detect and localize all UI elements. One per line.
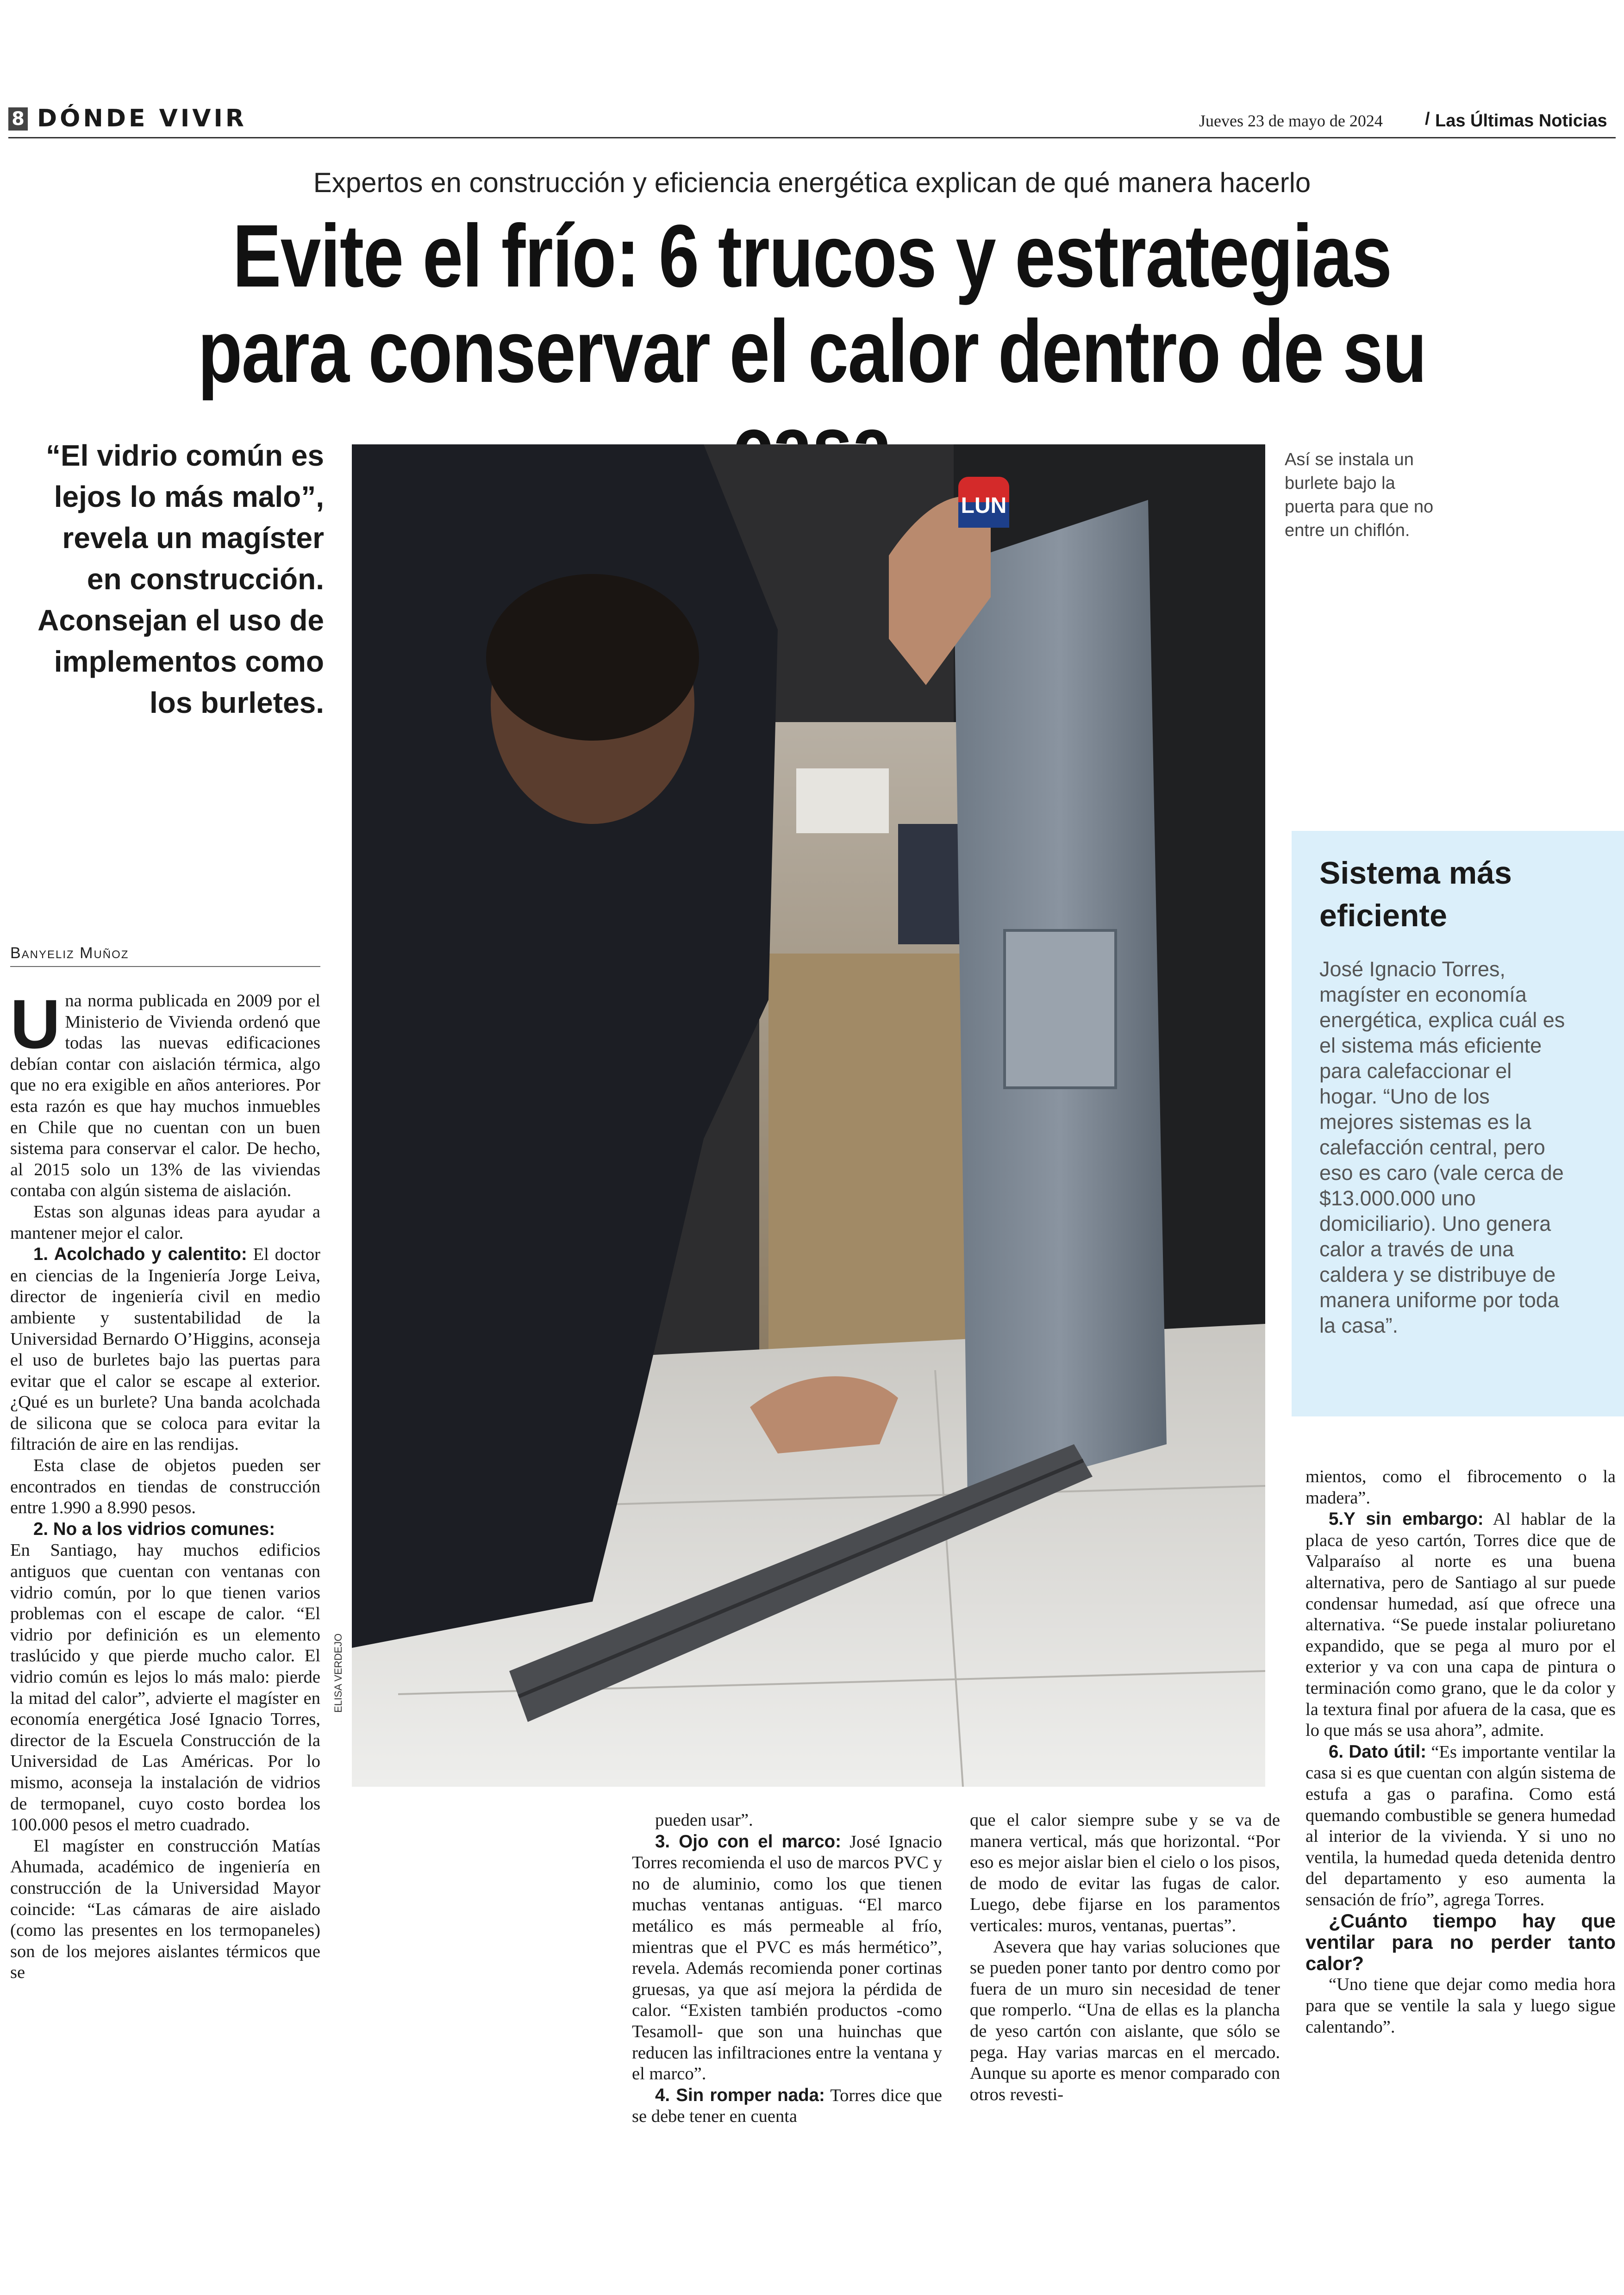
subhead-6: 6. Dato útil: xyxy=(1329,1741,1426,1762)
paragraph xyxy=(632,2085,942,2127)
subhead-4: 4. Sin romper nada: xyxy=(655,2085,825,2105)
paragraph: “Uno tiene que dejar como media hora para que se ventile la sala y luego sigue calentando”. xyxy=(1305,1975,1616,2037)
paragraph-text: “Es importante ventilar la casa si es que cuentan con algún sistema de estufa a gas o parafina. Como está quemando combustible se genera humedad al interior de la vivienda. Y si uno no ventila, la humedad queda detenida dentro del departamento y eso aumenta la sensación de frío”, agrega Torres. xyxy=(1305,1742,1616,1909)
paragraph: Asevera que hay varias soluciones que se pueden poner tanto por dentro como por fuera de un muro sin necesidad de tener que romperlo. “Una de ellas es la plancha de yeso cartón con aislante, que sólo se pega. Hay varias marcas en el mercado. Aunque su aporte es menor comparado con otros revesti- xyxy=(970,1937,1280,2104)
article-headline: Evite el frío: 6 trucos y estrategias para conservar el calor dentro de su xyxy=(198,206,1426,401)
body-column-3 xyxy=(970,1810,1280,2105)
lun-logo-text: LUN xyxy=(961,493,1007,518)
paragraph-text: Al hablar de la placa de yeso cartón, Torres dice que de Valparaíso al norte es una buena alternativa, pero de Santiago al sur puede condensar humedad, así que ofrece una alternativa. “Se puede instalar poliuretano expandido, que se pega al muro por el exterior y va con una capa de pintura o terminación como grano, que le da color y la textura final por afuera de la casa, que es lo que más se usa ahora”, admite. xyxy=(1305,1509,1616,1740)
body-column-1 xyxy=(10,985,320,1983)
photo-caption: Así se instala un burlete bajo la puerta para que no entre un chiflón. xyxy=(1285,450,1434,540)
paragraph xyxy=(632,1831,942,2085)
paragraph: mientos, como el fibrocemento o la madera”. xyxy=(1305,1467,1616,1508)
paragraph: pueden usar”. xyxy=(655,1810,753,1830)
photo-illustration xyxy=(352,444,1265,1787)
page-number: 8 xyxy=(8,107,28,131)
article-lead: “El vidrio común es lejos lo más malo”, revela un magíster en construcción. Aconsejan el uso de implementos como los burletes. xyxy=(37,439,324,719)
paragraph-text: Torres dice que se debe tener en cuenta xyxy=(632,2085,943,2127)
photo-credit: ELISA VERDEJO xyxy=(332,1633,344,1713)
paragraph xyxy=(1305,1741,1616,1911)
paragraph: El magíster en construcción Matías Ahumada, académico de ingeniería en construcción de la Universidad Mayor coincide: “Las cámaras de aire aislado (como las presentes en los termopaneles) son de los mejores aislantes térmicos que se xyxy=(10,1836,320,1983)
subhead-3: 3. Ojo con el marco: xyxy=(655,1831,841,1852)
sidebar-title: Sistema más eficiente xyxy=(1319,855,1512,933)
paragraph: En Santiago, hay muchos edificios antiguos que cuentan con ventanas con vidrio común, por lo que tienen varios problemas con el escape de calor. “El vidrio por definición es un elemento traslúcido y que pierde mucho calor. El vidrio común es lejos lo más malo: pierde la mitad del calor”, advierte el magíster en economía energética José Ignacio Torres, director de la Escuela Construcción de la Universidad de Las Américas. Por lo mismo, aconseja la instalación de vidrios de termopanel, cuyo costo bordea los 100.000 pesos el metro cuadrado. xyxy=(10,1540,320,1835)
paragraph: Estas son algunas ideas para ayudar a mantener mejor el calor. xyxy=(10,1202,320,1243)
byline: Banyeliz Muñoz xyxy=(10,944,320,967)
subhead-1: 1. Acolchado y calentito: xyxy=(33,1244,247,1265)
article-kicker: Expertos en construcción y eficiencia energética explican de qué manera hacerlo xyxy=(313,167,1311,198)
paragraph xyxy=(1305,1509,1616,1741)
paragraph: Esta clase de objetos pueden ser encontrados en tiendas de construcción entre 1.990 a 8.990 pesos. xyxy=(10,1456,320,1518)
question-subhead: ¿Cuánto tiempo hay que ventilar para no perder tanto calor? xyxy=(1305,1910,1616,1975)
paragraph xyxy=(10,1244,320,1455)
paragraph-text: José Ignacio Torres recomienda el uso de marcos PVC y no de aluminio, como los que tienen muchas ventanas antiguas. “El marco metálico es más permeable al frío, mientras que el PVC es más hermético”, revela. Además recomienda poner cortinas gruesas, ya que así mejora la pérdida de calor. “Existen también productos -como Tesamoll- que son una huinchas que reducen las infiltraciones entre la ventana y el marco”. xyxy=(632,1832,942,2084)
body-column-2 xyxy=(632,1810,942,2127)
section-title: DÓNDE VIVIR xyxy=(37,105,247,132)
paragraph xyxy=(10,985,320,1202)
paragraph xyxy=(10,1519,320,1540)
drop-cap: U xyxy=(10,985,61,1063)
sidebar-body: José Ignacio Torres, magíster en economía energética, explica cuál es el sistema más eficiente para calefaccionar el hogar. “Uno de los mejores sistemas es la calefacción central, pero eso es caro (vale cerca de $13.000.000 uno domiciliario). Uno genera calor a través de una caldera y se distribuye de manera uniforme por toda la casa”. xyxy=(1319,957,1565,1337)
header-separator: / xyxy=(1425,109,1430,129)
article-photo xyxy=(352,444,1265,1787)
door-vent xyxy=(1005,930,1116,1088)
body-column-4 xyxy=(1305,1466,1616,2038)
paragraph-text: El doctor en ciencias de la Ingeniería Jorge Leiva, director de ingeniería civil en medio ambiente y sustentabilidad de la Universidad Bernardo O’Higgins, aconseja el uso de burletes bajo las puertas para evitar que el calor se escape al exterior. ¿Qué es un burlete? Una banda acolchada de silicona que se coloca para evitar la filtración de aire en las rendijas. xyxy=(10,1245,320,1454)
issue-date: Jueves 23 de mayo de 2024 xyxy=(1199,112,1383,130)
subhead-5: 5.Y sin embargo: xyxy=(1329,1509,1484,1529)
header-rule xyxy=(8,137,1616,138)
paragraph-text: na norma publicada en 2009 por el Ministerio de Vivienda ordenó que todas las nuevas edificaciones debían contar con aislación térmica, algo que no era exigible en años anteriores. Por esta razón es que hay muchos inmuebles en Chile que no cuentan con un buen sistema para conservar el calor. De hecho, al 2015 solo un 13% de las viviendas contaba con algún sistema de aislación. xyxy=(10,991,320,1201)
newspaper-name: Las Últimas Noticias xyxy=(1435,111,1607,131)
subhead-2: 2. No a los vidrios comunes: xyxy=(33,1519,275,1539)
paragraph: que el calor siempre sube y se va de manera vertical, más que horizontal. “Por eso es mejor aislar bien el cielo o los pisos, de modo de evitar las fugas de calor. Luego, debe fijarse en los paramentos verticales: muros, ventanas, puertas”. xyxy=(970,1810,1280,1935)
